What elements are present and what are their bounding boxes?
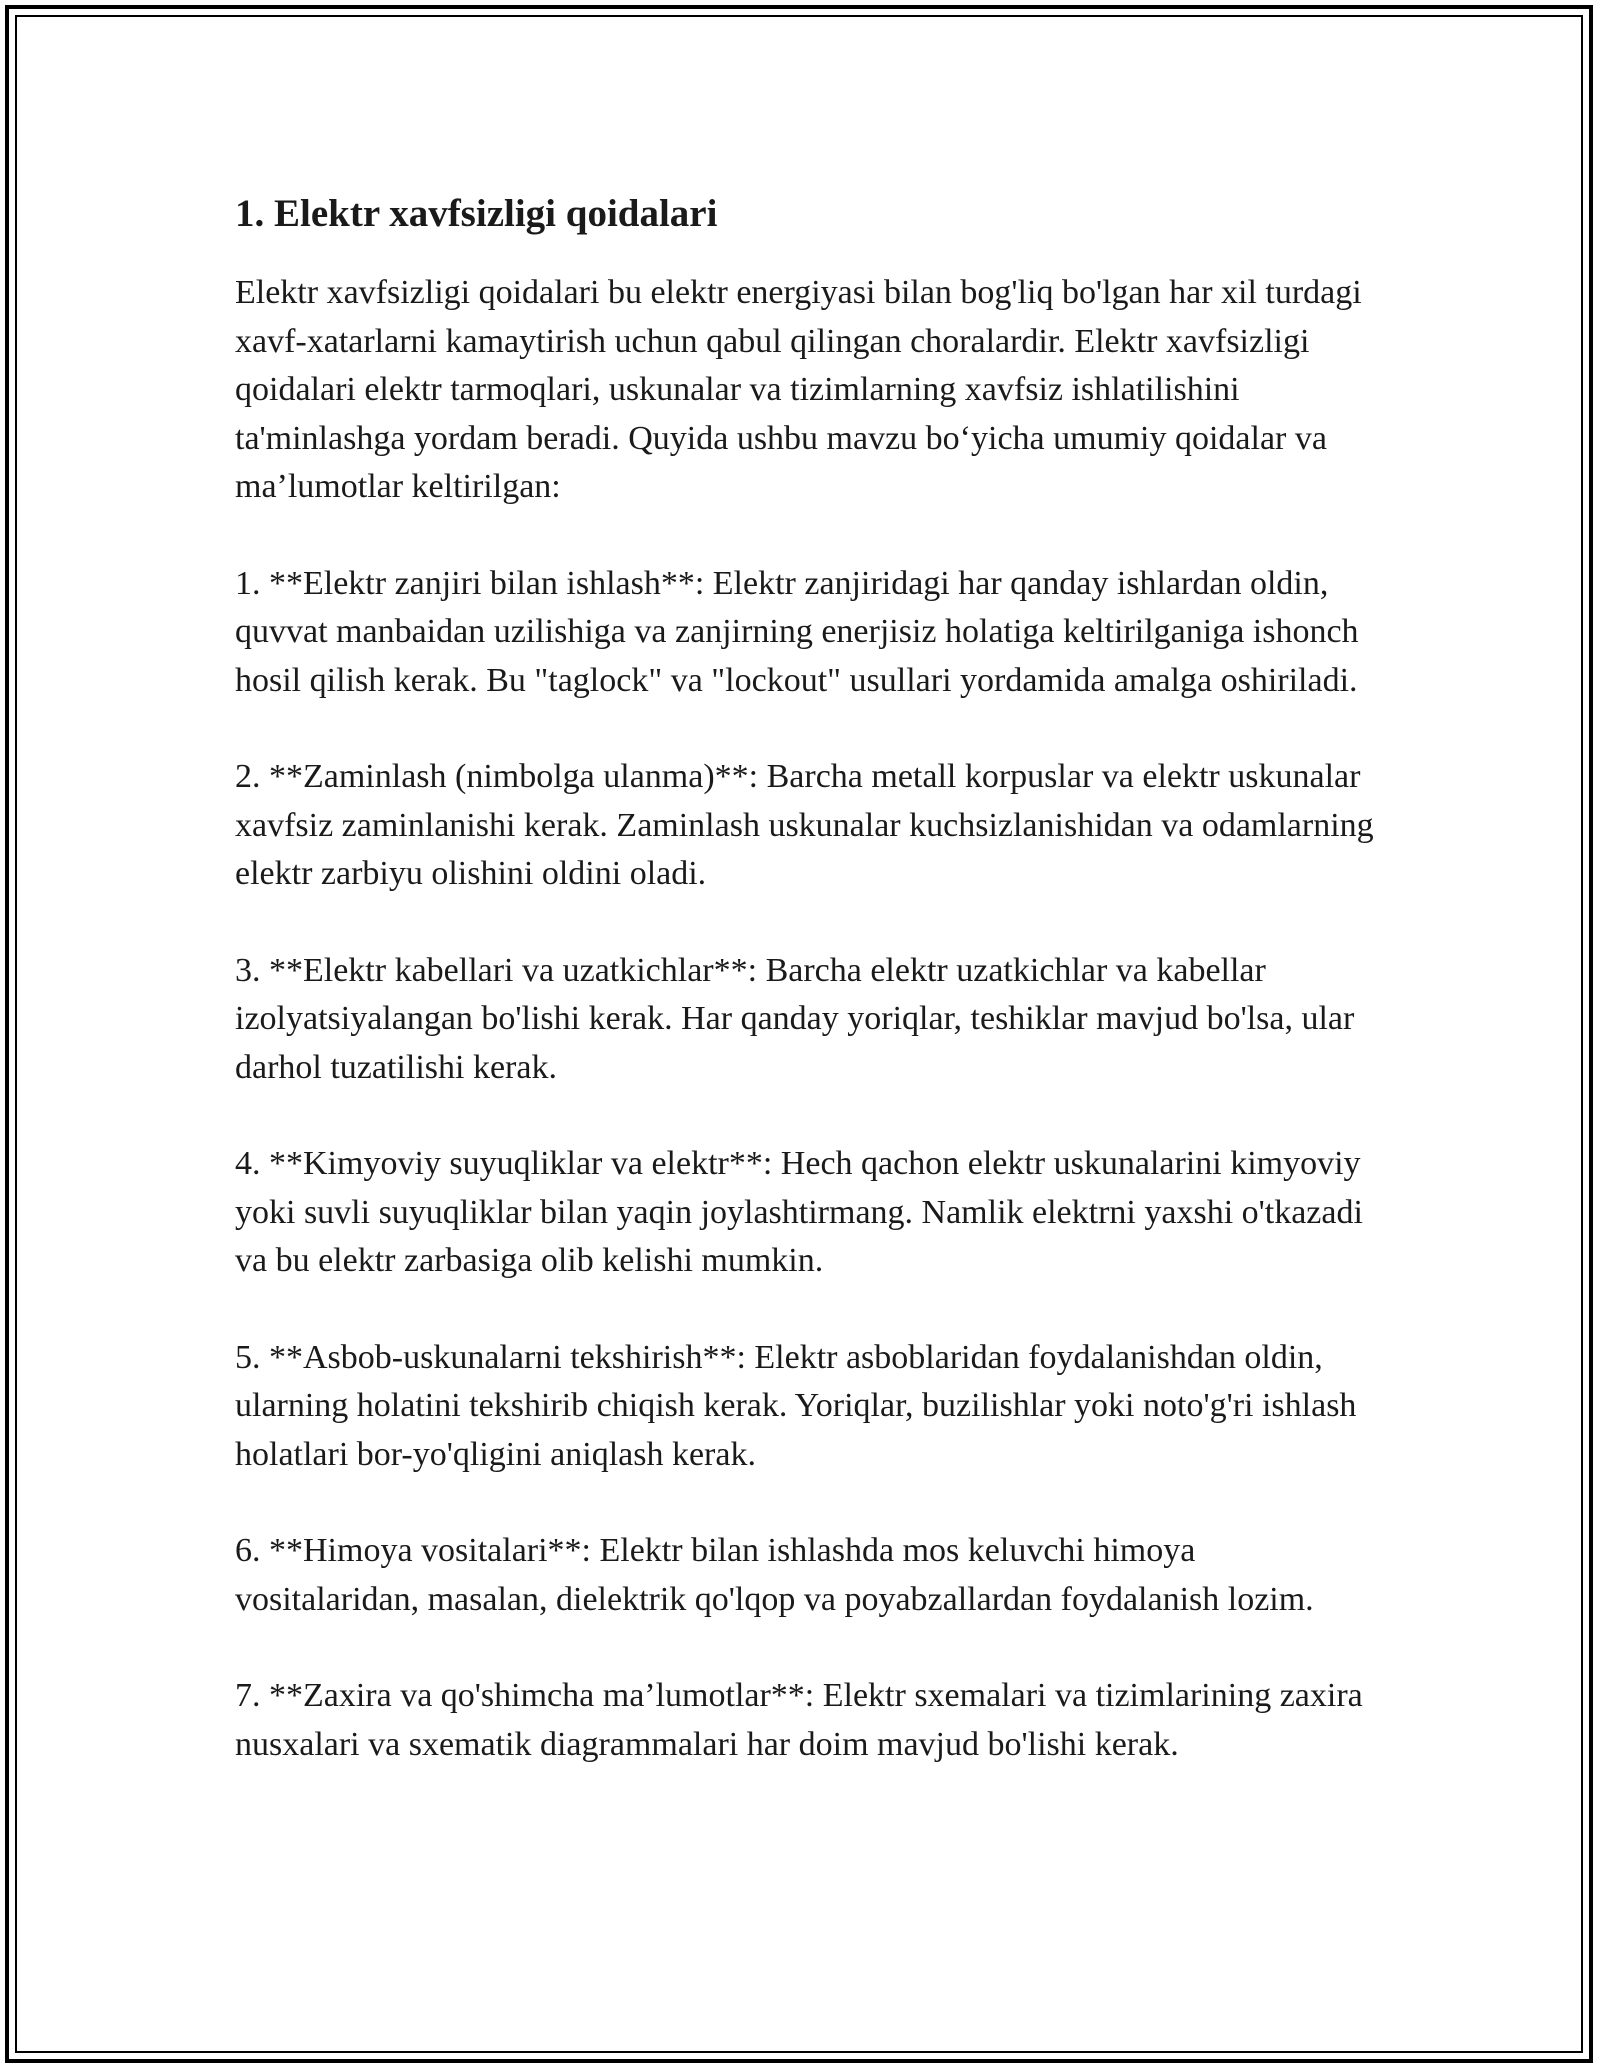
rule-paragraph-3: 3. **Elektr kabellari va uzatkichlar**: Barcha elektr uzatkichlar va kabellar izolyatsiyalangan bo'lishi kerak. Har qanday yoriqlar, teshiklar mavjud bo'lsa, ular darhol tuzatilishi kerak. [235, 951, 1355, 1086]
rule-paragraph-6: 6. **Himoya vositalari**: Elektr bilan ishlashda mos keluvchi himoya vositalaridan, masalan, dielektrik qo'lqop va poyabzallardan foydalanish lozim. [235, 1532, 1314, 1618]
rule-paragraph-7: 7. **Zaxira va qo'shimcha ma’lumotlar**: Elektr sxemalari va tizimlarining zaxira nusxalari va sxematik diagrammalari har doim mavjud bo'lishi kerak. [235, 1677, 1363, 1763]
document-title: 1. Elektr xavfsizligi qoidalari [235, 192, 718, 235]
rule-paragraph-4: 4. **Kimyoviy suyuqliklar va elektr**: Hech qachon elektr uskunalarini kimyoviy yoki suvli suyuqliklar bilan yaqin joylashtirmang. Namlik elektrni yaxshi o'tkazadi va bu elektr zarbasiga olib kelishi mumkin. [235, 1145, 1363, 1279]
intro-paragraph: Elektr xavfsizligi qoidalari bu elektr energiyasi bilan bog'liq bo'lgan har xil turdagi xavf-xatarlarni kamaytirish uchun qabul qilingan choralardir. Elektr xavfsizligi qoidalari elektr tarmoqlari, uskunalar va tizimlarning xavfsiz ishlatilishini ta'minlashga yordam beradi. Quyida ushbu mavzu bo‘yicha umumiy qoidalar va ma’lumotlar keltirilgan: [235, 274, 1362, 505]
document-body [235, 185, 1375, 1817]
rule-paragraph-1: 1. **Elektr zanjiri bilan ishlash**: Elektr zanjiridagi har qanday ishlardan oldin, quvvat manbaidan uzilishiga va zanjirning enerjisiz holatiga keltirilganiga ishonch hosil qilish kerak. Bu "taglock" va "lockout" usullari yordamida amalga oshiriladi. [235, 564, 1359, 699]
rule-paragraph-5: 5. **Asbob-uskunalarni tekshirish**: Elektr asboblaridan foydalanishdan oldin, ularning holatini tekshirib chiqish kerak. Yoriqlar, buzilishlar yoki noto'g'ri ishlash holatlari bor-yo'qligini aniqlash kerak. [235, 1338, 1357, 1473]
rule-paragraph-2: 2. **Zaminlash (nimbolga ulanma)**: Barcha metall korpuslar va elektr uskunalar xavfsiz zaminlanishi kerak. Zaminlash uskunalar kuchsizlanishidan va odamlarning elektr zarbiyu olishini oldini oladi. [235, 758, 1374, 892]
